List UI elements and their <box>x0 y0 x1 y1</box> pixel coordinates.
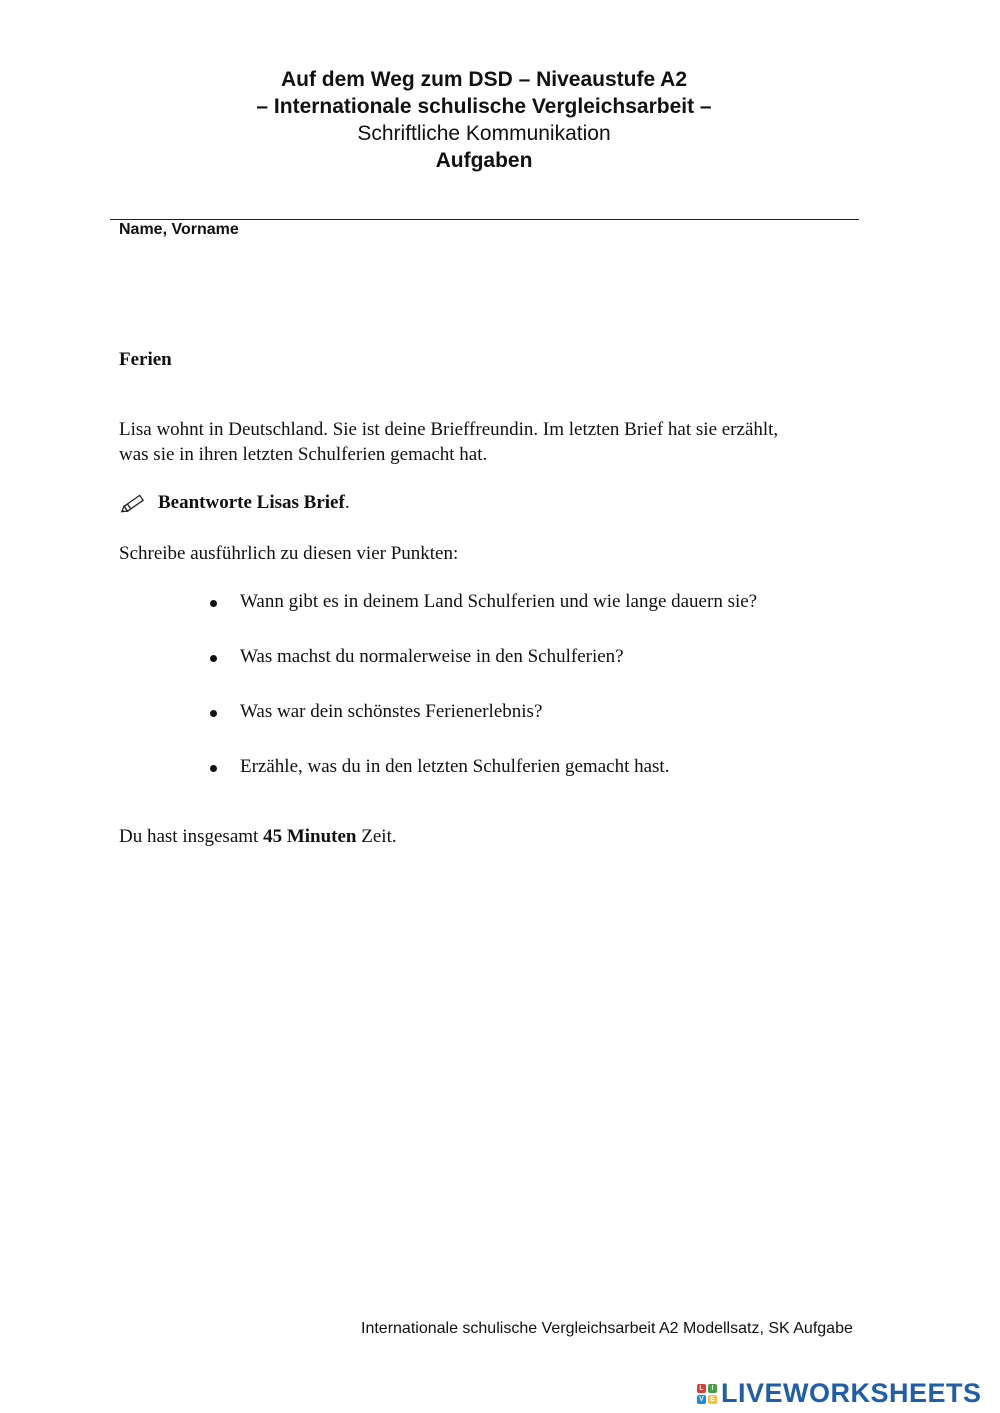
intro-paragraph <box>119 417 859 467</box>
list-item: Erzähle, was du in den letzten Schulferien gemacht hast. <box>210 756 757 811</box>
header-subtitle: – Internationale schulische Vergleichsarbeit – <box>256 95 712 118</box>
bullet-icon <box>210 600 217 607</box>
task-label: Beantworte Lisas Brief <box>158 492 345 513</box>
instructions-lead: Schreibe ausführlich zu diesen vier Punkten: <box>119 543 459 564</box>
bullet-icon <box>210 765 217 772</box>
time-limit <box>119 826 397 848</box>
header-type: Aufgaben <box>435 149 533 172</box>
header-section: Schriftliche Kommunikation <box>357 122 611 145</box>
list-item: Was war dein schönstes Ferienerlebnis? <box>210 701 757 756</box>
name-field-line[interactable] <box>110 219 859 220</box>
intro-line-1: Lisa wohnt in Deutschland. Sie ist deine Brieffreundin. Im letzten Brief hat sie erzählt, <box>119 419 779 440</box>
instruction-points <box>210 591 757 811</box>
liveworksheets-logo[interactable] <box>697 1378 982 1409</box>
intro-line-2: was sie in ihren letzten Schulferien gemacht hat. <box>119 444 488 465</box>
name-field-label: Name, Vorname <box>119 221 239 238</box>
section-title: Ferien <box>119 349 172 370</box>
list-item: Wann gibt es in deinem Land Schulferien und wie lange dauern sie? <box>210 591 757 646</box>
brand-text: LIVEWORKSHEETS <box>721 1378 982 1408</box>
time-prefix: Du hast insgesamt <box>119 826 259 847</box>
page-footer: Internationale schulische Vergleichsarbeit A2 Modellsatz, SK Aufgabe <box>361 1320 853 1337</box>
document-header <box>0 66 968 175</box>
time-suffix: Zeit. <box>361 826 397 847</box>
list-item: Was machst du normalerweise in den Schulferien? <box>210 646 757 701</box>
bullet-icon <box>210 655 217 662</box>
pencil-icon <box>119 490 149 516</box>
brand-mark-icon: L I V E <box>697 1384 717 1404</box>
task-instruction <box>119 490 350 516</box>
header-title: Auf dem Weg zum DSD – Niveaustufe A2 <box>280 68 688 91</box>
task-suffix: . <box>344 492 350 513</box>
bullet-icon <box>210 710 217 717</box>
time-value: 45 Minuten <box>263 826 357 847</box>
